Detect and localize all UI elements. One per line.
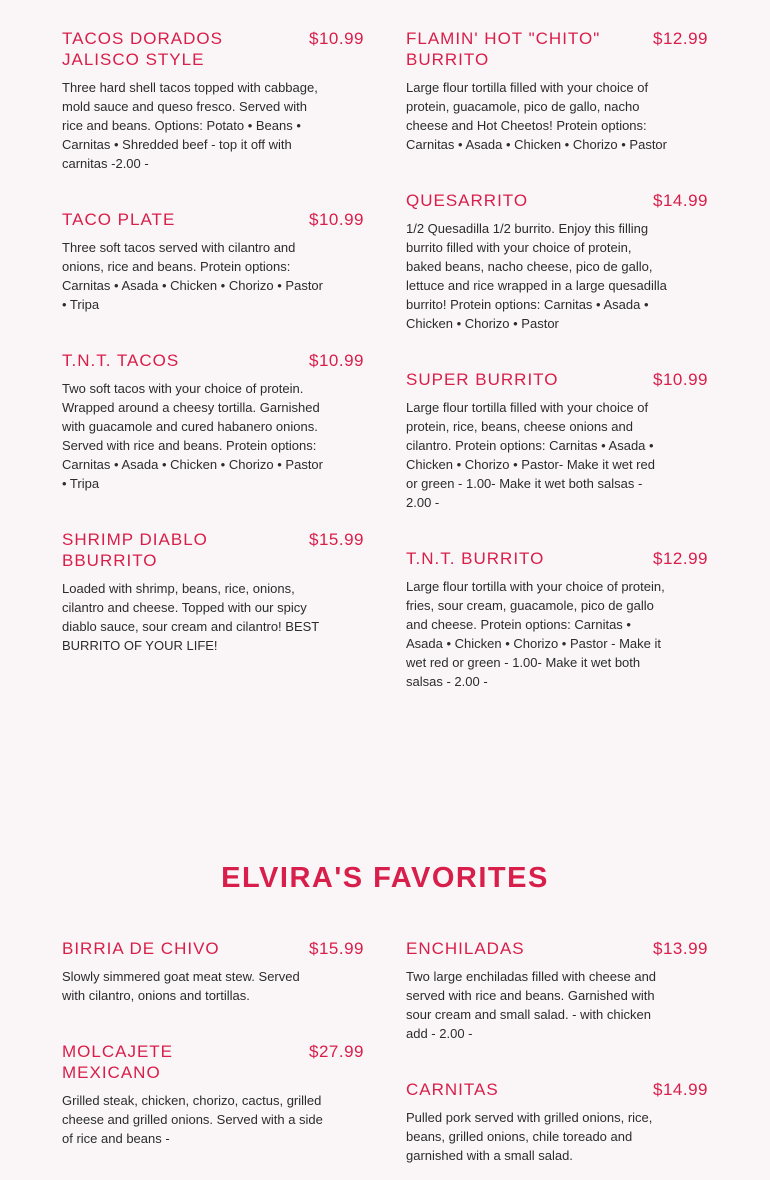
item-name: T.N.T. TACOS — [62, 351, 180, 370]
item-price: $13.99 — [653, 939, 708, 958]
item-name: BIRRIA DE CHIVO — [62, 939, 220, 958]
menu-column-left — [62, 28, 364, 691]
item-name: FLAMIN' HOT "CHITO" BURRITO — [406, 29, 601, 69]
item-description: Loaded with shrimp, beans, rice, onions, cilantro and cheese. Topped with our spicy diablo sauce, sour cream and cilantro! BEST BURRITO OF YOUR LIFE! — [62, 581, 320, 653]
menu-item — [62, 350, 364, 493]
menu-column-right — [406, 28, 708, 727]
item-price: $12.99 — [653, 29, 708, 48]
menu-item — [62, 938, 364, 1005]
item-description: 1/2 Quesadilla 1/2 burrito. Enjoy this filling burrito filled with your choice of protein, baked beans, nacho cheese, pico de gallo, lettuce and rice wrapped in a large quesadilla burrito! Protein options: Carnitas • Asada • Chicken • Chorizo • Pastor — [406, 221, 667, 331]
item-price: $10.99 — [309, 29, 364, 48]
item-description: Two large enchiladas filled with cheese and served with rice and beans. Garnished with sour cream and small salad. - with chicken add - 2.00 - — [406, 969, 657, 1041]
item-price: $14.99 — [653, 1080, 708, 1099]
item-price: $14.99 — [653, 191, 708, 210]
item-name: ENCHILADAS — [406, 939, 525, 958]
item-description: Three soft tacos served with cilantro and onions, rice and beans. Protein options: Carnitas • Asada • Chicken • Chorizo • Pastor • Tripa — [62, 240, 323, 312]
item-name: CARNITAS — [406, 1080, 499, 1099]
item-name: TACO PLATE — [62, 210, 176, 229]
item-price: $10.99 — [653, 370, 708, 389]
item-description: Slowly simmered goat meat stew. Served with cilantro, onions and tortillas. — [62, 969, 300, 1003]
favorites-column-right — [406, 938, 708, 1180]
menu-item — [406, 938, 708, 1043]
menu-item — [62, 529, 364, 655]
menu-item — [62, 28, 364, 173]
item-description: Large flour tortilla filled with your choice of protein, rice, beans, cheese onions and cilantro. Protein options: Carnitas • Asada • Chicken • Chorizo • Pastor- Make it wet red or green - 1.00- Make it wet both salsas - 2.00 - — [406, 400, 655, 510]
item-name: T.N.T. BURRITO — [406, 549, 545, 568]
item-name: SUPER BURRITO — [406, 370, 559, 389]
item-description: Two soft tacos with your choice of protein. Wrapped around a cheesy tortilla. Garnished with guacamole and cured habanero onions. Served with rice and beans. Protein options: Carnitas • Asada • Chicken • Chorizo • Pastor • Tripa — [62, 381, 323, 491]
item-name: SHRIMP DIABLO BBURRITO — [62, 530, 208, 570]
item-name: TACOS DORADOS JALISCO STYLE — [62, 29, 223, 69]
item-description: Large flour tortilla with your choice of protein, fries, sour cream, guacamole, pico de gallo and cheese. Protein options: Carnitas • Asada • Chicken • Chorizo • Pastor - Make it wet red or green - 1.00- Make it wet both salsas - 2.00 - — [406, 579, 665, 689]
item-name: QUESARRITO — [406, 191, 529, 210]
item-price: $15.99 — [309, 939, 364, 958]
menu-item — [406, 190, 708, 333]
item-description: Pulled pork served with grilled onions, rice, beans, grilled onions, chile toreado and garnished with a small salad. — [406, 1110, 653, 1163]
item-price: $10.99 — [309, 210, 364, 229]
section-title: ELVIRA'S FAVORITES — [221, 862, 549, 894]
item-description: Grilled steak, chicken, chorizo, cactus, grilled cheese and grilled onions. Served with a side of rice and beans - — [62, 1093, 323, 1146]
menu-item — [406, 548, 708, 691]
item-price: $15.99 — [309, 530, 364, 549]
item-price: $10.99 — [309, 351, 364, 370]
item-description: Large flour tortilla filled with your choice of protein, guacamole, pico de gallo, nacho cheese and Hot Cheetos! Protein options: Carnitas • Asada • Chicken • Chorizo • Pastor — [406, 80, 667, 152]
menu-item — [406, 369, 708, 512]
item-price: $27.99 — [309, 1042, 364, 1061]
item-price: $12.99 — [653, 549, 708, 568]
favorites-column-left — [62, 938, 364, 1180]
menu-item — [62, 209, 364, 314]
menu-item — [62, 1041, 364, 1148]
item-name: MOLCAJETE MEXICANO — [62, 1042, 174, 1082]
menu-item — [406, 28, 708, 154]
item-description: Three hard shell tacos topped with cabbage, mold sauce and queso fresco. Served with rice and beans. Options: Potato • Beans • Carnitas • Shredded beef - top it off with carnitas -2.00 - — [62, 80, 318, 171]
menu-item — [406, 1079, 708, 1165]
